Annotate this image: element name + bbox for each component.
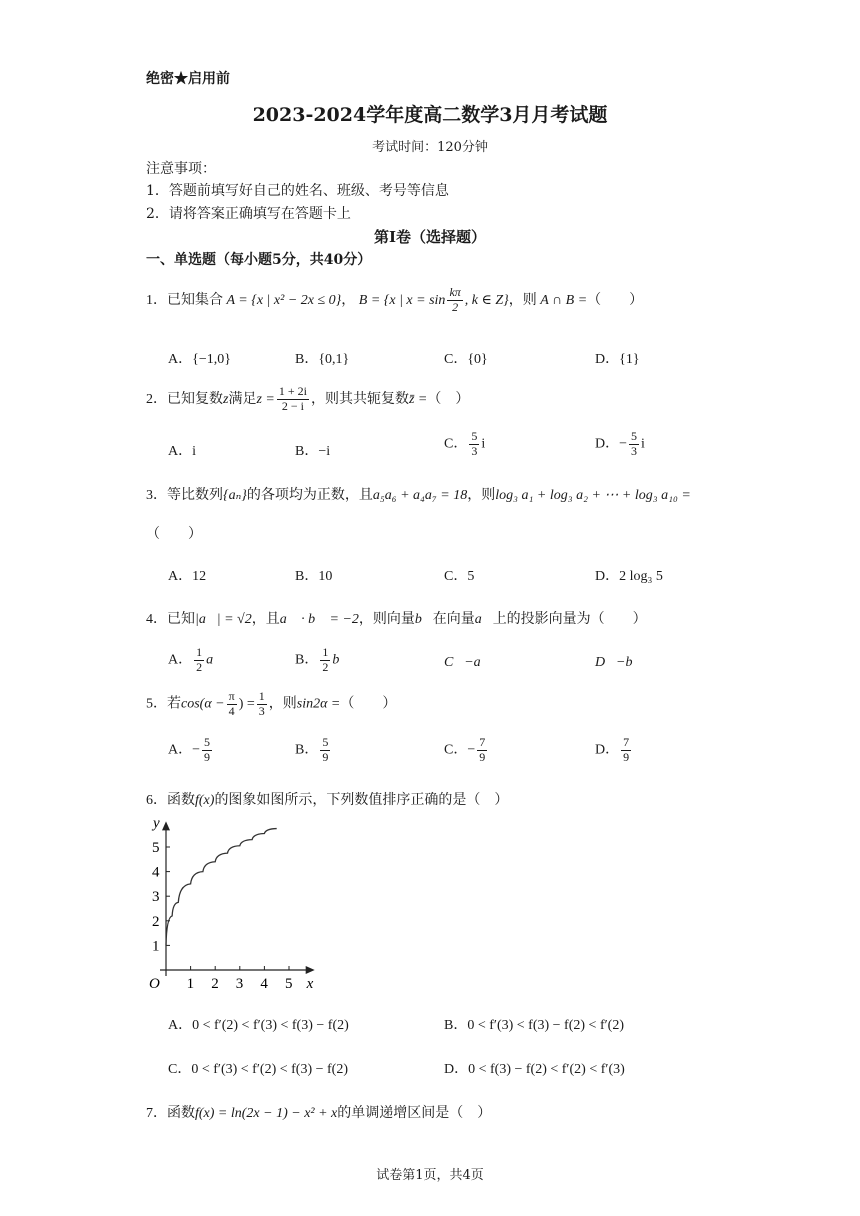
note-item: 2．请将答案正确填写在答题卡上 (146, 206, 351, 222)
option-d[interactable]: D． $\frac{7}{9}$ (595, 735, 630, 764)
part-title: 一、单选题（每小题5分，共40分） (146, 252, 372, 268)
y-axis-arrow (162, 821, 170, 830)
option-a[interactable]: A．i (168, 444, 196, 459)
x-tick-label: 4 (260, 976, 268, 992)
option-d[interactable]: D．{1} (595, 352, 640, 367)
option-d[interactable]: D．−b⃗ (595, 655, 644, 670)
option-d[interactable]: D．2 log₃ 5 (595, 569, 663, 584)
option-a[interactable]: A．12 (168, 569, 207, 584)
option-b[interactable]: B．{0,1} (295, 352, 350, 367)
y-tick-label: 4 (152, 864, 160, 881)
option-c[interactable]: C．−a⃗ (444, 655, 492, 670)
x-tick-label: 3 (235, 976, 244, 992)
option-a[interactable]: A．0 < f′(2) < f′(3) < f(3) − f(2) (168, 1018, 349, 1033)
x-axis-label: x (306, 976, 314, 992)
y-axis-label: y (153, 818, 160, 832)
option-c[interactable]: C． $\frac{5}{3}$ i (444, 429, 486, 458)
option-b[interactable]: B． $\frac{5}{9}$ (295, 735, 329, 764)
y-tick-label: 2 (152, 913, 160, 930)
origin-label: O (149, 976, 160, 992)
question-1: 1．已知集合 A = {x | x² − 2x ≤ 0}， B = {x | x = sin $\frac{k\pi}{2}$ , k ∈ Z}，则 A ∩ B =（ ） (146, 285, 644, 315)
y-tick-label: 3 (152, 889, 160, 906)
option-b[interactable]: B．10 (295, 569, 333, 584)
option-b[interactable]: B． $\frac{1}{2}$ b⃗ (295, 645, 351, 674)
x-tick-label: 5 (285, 976, 293, 992)
option-c[interactable]: C．− $\frac{7}{9}$ (444, 735, 486, 764)
option-b[interactable]: B．−i (295, 444, 331, 459)
volume-title: 第I卷（选择题） (373, 228, 487, 246)
x-tick-label: 2 (211, 976, 219, 992)
x-axis-arrow (306, 966, 315, 974)
y-tick-label: 1 (152, 938, 160, 955)
exam-time: 考试时间：120分钟 (372, 140, 488, 155)
page-footer: 试卷第1页，共4页 (376, 1168, 484, 1183)
question-7: 7．函数f(x) = ln(2x − 1) − x² + x的单调递增区间是（ ） (146, 1106, 492, 1121)
question-5: 5．若cos(α − $\frac{\pi}{4}$ ) = $\frac{1}{3}$ ，则sin2α =（ ） (146, 689, 397, 718)
option-d[interactable]: D．0 < f(3) − f(2) < f′(2) < f′(3) (444, 1062, 625, 1077)
exam-title: 2023-2024学年度高二数学3月月考试题 (252, 104, 608, 126)
option-a[interactable]: A．{−1,0} (168, 352, 231, 367)
question-6: 6．函数f(x)的图象如图所示，下列数值排序正确的是（ ） (146, 793, 509, 808)
option-c[interactable]: C．5 (444, 569, 475, 584)
question-4: 4．已知|a⃗| = √2，且a⃗ · b⃗ = −2，则向量b⃗在向量a⃗上的投影向量为（ ） (146, 612, 647, 627)
option-a[interactable]: A． $\frac{1}{2}$ a⃗ (168, 645, 225, 674)
option-c[interactable]: C．{0} (444, 352, 488, 367)
function-curve (166, 829, 277, 946)
x-tick-label: 1 (186, 976, 195, 992)
option-c[interactable]: C．0 < f′(3) < f′(2) < f(3) − f(2) (168, 1062, 348, 1077)
option-d[interactable]: D．− $\frac{5}{3}$ i (595, 429, 645, 458)
option-b[interactable]: B．0 < f′(3) < f(3) − f(2) < f′(2) (444, 1018, 624, 1033)
question-3: 3．等比数列{aₙ}的各项均为正数，且a₅a₆ + a₄a₇ = 18，则log₃ a₁ + log₃ a₂ + ⋯ + log₃ a₁₀ = (146, 488, 691, 503)
option-a[interactable]: A．− $\frac{5}{9}$ (168, 735, 211, 764)
note-item: 1．答题前填写好自己的姓名、班级、考号等信息 (146, 183, 449, 199)
secret-mark: 绝密★启用前 (146, 71, 230, 87)
notes-heading: 注意事项： (146, 161, 216, 177)
y-tick-label: 5 (152, 840, 160, 856)
answer-bracket: （ ） (146, 527, 202, 542)
question-2: 2．已知复数z满足z = $\frac{1 + 2i}{2 - i}$ ，则其共轭复数z̄ =（ ） (146, 384, 470, 414)
function-graph (140, 818, 340, 996)
